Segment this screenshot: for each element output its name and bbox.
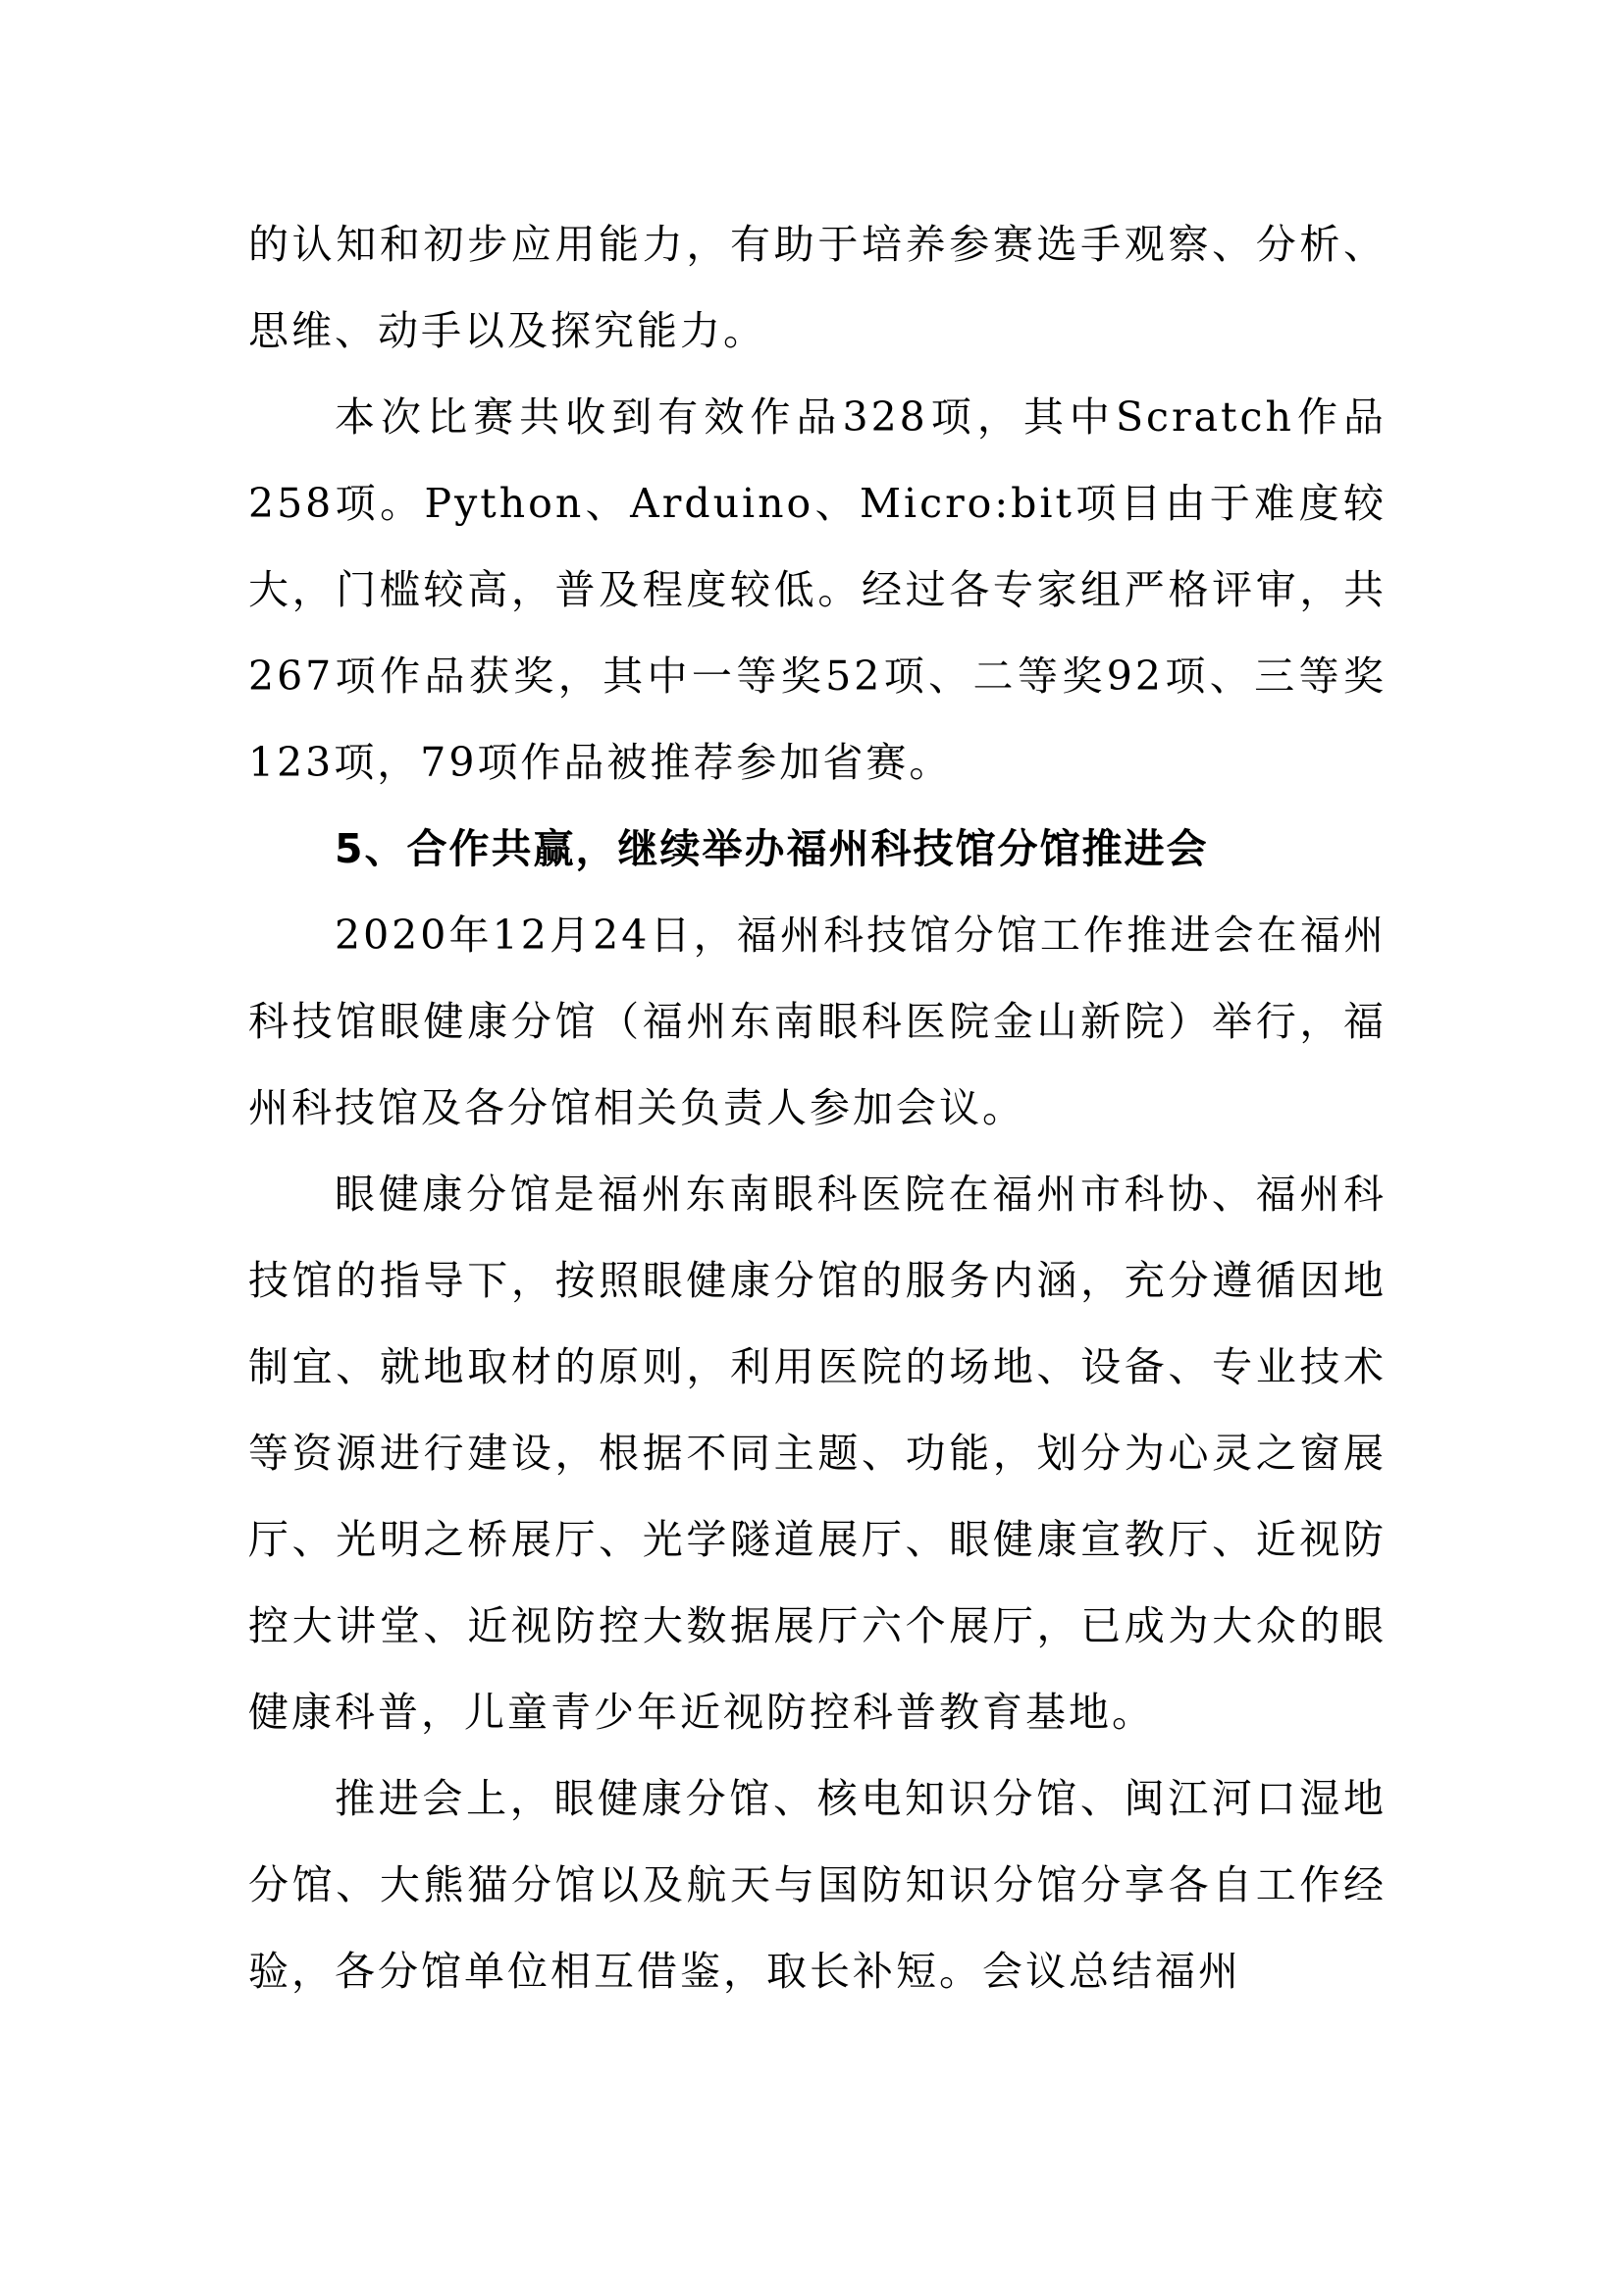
- paragraph-meeting-sharing: 推进会上，眼健康分馆、核电知识分馆、闽江河口湿地分馆、大熊猫分馆以及航天与国防知识分馆分享各自工作经验，各分馆单位相互借鉴，取长补短。会议总结福州: [248, 1775, 1387, 1995]
- paragraph-competition-results: 本次比赛共收到有效作品328项，其中Scratch作品258项。Python、Arduino、Micro:bit项目由于难度较大，门槛较高，普及程度较低。经过各专家组严格评审，共267项作品获奖，其中一等奖52项、二等奖92项、三等奖123项，79项作品被推荐参加省赛。: [248, 393, 1387, 786]
- paragraph-eye-health-branch: 眼健康分馆是福州东南眼科医院在福州市科协、福州科技馆的指导下，按照眼健康分馆的服务内涵，充分遵循因地制宜、就地取材的原则，利用医院的场地、设备、专业技术等资源进行建设，根据不同主题、功能，划分为心灵之窗展厅、光明之桥展厅、光学隧道展厅、眼健康宣教厅、近视防控大讲堂、近视防控大数据展厅六个展厅，已成为大众的眼健康科普，儿童青少年近视防控科普教育基地。: [248, 1171, 1387, 1736]
- document-body: [248, 201, 1387, 2014]
- section-heading-5: 5、合作共赢，继续举办福州科技馆分馆推进会: [335, 825, 1209, 872]
- paragraph-meeting-intro: 2020年12月24日，福州科技馆分馆工作推进会在福州科技馆眼健康分馆（福州东南眼科医院金山新院）举行，福州科技馆及各分馆相关负责人参加会议。: [248, 912, 1387, 1131]
- paragraph-continuation: 的认知和初步应用能力，有助于培养参赛选手观察、分析、思维、动手以及探究能力。: [248, 221, 1387, 354]
